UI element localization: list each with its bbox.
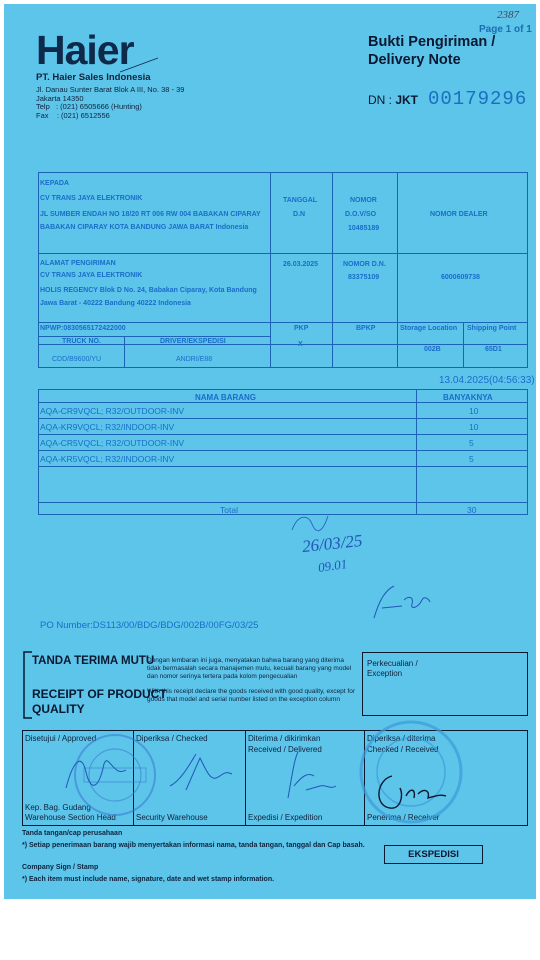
delivered-label-1: Diterima / dikirimkan [248,734,321,743]
receiver-signature [370,766,450,816]
received-label-2: Checked / Received [367,745,439,754]
dn-label [368,93,418,107]
dealer-value: 6000609738 [441,274,480,281]
total-value: 30 [467,505,477,515]
company-name: PT. Haier Sales Indonesia [36,72,151,83]
storage-location-value: 002B [424,346,441,353]
item-name: AQA-CR5VQCL; R32/OUTDOOR-INV [40,438,185,448]
page-indicator: Page 1 of 1 [479,24,532,35]
row-divider [38,322,528,323]
kepada-address-2: BABAKAN CIPARAY KOTA BANDUNG JAWA BARAT Indonesia [40,224,249,231]
signature-divider [245,730,246,826]
approved-role-1: Kep. Bag. Gudang [25,803,91,812]
alamat-address-2: Jawa Barat - 40222 Bandung 40222 Indonesia [40,300,191,307]
document-title-line2: Delivery Note [368,52,461,68]
approver-signature [60,748,132,798]
nomor-dealer-label: NOMOR DEALER [430,211,488,218]
receipt-title-en-1: RECEIPT OF PRODUCT [32,687,167,701]
kepada-name: CV TRANS JAYA ELEKTRONIK [40,195,143,202]
truck-no-label: TRUCK NO. [62,338,101,345]
item-name: AQA-CR9VQCL; R32/OUTDOOR-INV [40,406,185,416]
exception-label: Perkecualian / Exception [367,659,418,678]
received-label-1: Diperiksa / diterima [367,734,436,743]
approved-role-2: Warehouse Section Head [25,813,116,822]
alamat-name: CV TRANS JAYA ELEKTRONIK [40,272,143,279]
item-row-divider [38,466,528,467]
handwritten-scribble [288,510,332,538]
dn-prefix: DN : [368,93,396,107]
row-divider [38,344,528,345]
col-divider [270,172,271,368]
document-title [368,33,495,69]
storage-location-label: Storage Location [400,325,458,332]
delivered-role: Expedisi / Expedition [248,813,323,822]
approved-label: Disetujui / Approved [25,734,97,743]
bpkp-label: BPKP [356,325,376,332]
col-divider [463,322,464,368]
item-name: AQA-KR9VQCL; R32/INDOOR-INV [40,422,175,432]
item-qty: 10 [469,422,479,432]
po-number: PO Number:DS113/00/BDG/BDG/002B/00FG/03/25 [40,620,259,631]
expedition-signature [276,746,348,806]
handwritten-time: 09.01 [317,556,349,575]
receipt-desc-id: Dengan lembaran ini juga, menyatakan bahwa barang yang diterima tidak bermasalah secara manajemen mutu, kecuali barang yang model dan nomor serinya tertera pada kolom pengecualian [147,657,352,680]
item-qty: 5 [469,438,474,448]
footer-note-id: *) Setiap penerimaan barang wajib menyertakan informasi nama, tanda tangan, tanggal dan Cap basah. [22,842,365,849]
document-title-line1: Bukti Pengiriman / [368,34,496,50]
exception-box [362,652,528,716]
dovso-label: D.O.V/SO [345,211,377,218]
print-timestamp: 13.04.2025(04:56:33) [439,375,535,386]
haier-logo: Haier [36,27,134,73]
driver-value: ANDRI/E88 [176,356,213,363]
company-sign-en: Company Sign / Stamp [22,864,99,871]
checker-signature [166,750,238,800]
alamat-label: ALAMAT PENGIRIMAN [40,260,116,267]
item-row-divider [38,450,528,451]
alamat-address-1: HOLIS REGENCY Blok D No. 24, Babakan Ciparay, Kota Bandung [40,287,257,294]
copy-designation-box: EKSPEDISI [384,845,483,864]
col-nama-barang: NAMA BARANG [195,393,257,402]
checked-role: Security Warehouse [136,813,208,822]
col-banyaknya: BANYAKNYA [443,393,493,402]
nomor-dn-value: 83375109 [348,274,380,281]
dn-code: JKT [395,93,419,107]
item-qty: 10 [469,406,479,416]
corner-handwritten-number: 2387 [497,9,519,21]
items-col-divider [416,389,417,515]
footer-note-en: *) Each item must include name, signature, date and wet stamp information. [22,876,275,883]
received-role: Penerima / Receiver [367,813,440,822]
company-sign-id: Tanda tangan/cap perusahaan [22,830,123,837]
col-divider [124,336,125,368]
shipping-point-label: Shipping Point [467,325,517,332]
company-address: Jl. Danau Sunter Barat Blok A III, No. 38 - 39 Jakarta 14350 Telp : (021) 6505666 (Hunting) Fax : (021) 6512556 [36,85,185,120]
kepada-label: KEPADA [40,180,70,187]
handwritten-initial-signature [368,578,438,626]
nomor-dn-label: NOMOR D.N. [343,261,386,268]
items-header-divider [38,402,528,403]
receipt-title-en-2: QUALITY [32,702,85,716]
kepada-address-1: JL SUMBER ENDAH NO 18/20 RT 006 RW 004 BABAKAN CIPARAY [40,211,261,218]
receipt-desc-en: With this receipt declare the goods received with good quality, except for goods that model and serial number listed on the exception column [147,688,355,703]
pkp-label: PKP [294,325,309,332]
item-row-divider [38,434,528,435]
dn-sub-label: D.N [293,211,306,218]
tanggal-value: 26.03.2025 [283,261,319,268]
dovso-value: 10485189 [348,225,380,232]
row-divider [38,336,270,337]
npwp: NPWP:0830565172422000 [40,325,126,332]
tanggal-label: TANGGAL [283,197,318,204]
items-total-divider [38,502,528,503]
truck-no-value: CDD/B9600/YU [52,356,102,363]
receipt-title-id: TANDA TERIMA MUTU [32,655,155,667]
item-row-divider [38,418,528,419]
checked-label: Diperiksa / Checked [136,734,208,743]
total-label: Total [220,505,238,515]
item-qty: 5 [469,454,474,464]
row-divider [38,253,528,254]
driver-label: DRIVER/EKSPEDISI [160,338,226,345]
shipping-point-value: 65D1 [485,346,502,353]
delivered-label-2: Received / Delivered [248,745,322,754]
nomor-label: NOMOR [350,197,377,204]
col-divider [332,172,333,368]
dn-number: 00179296 [428,88,528,110]
col-divider [397,172,398,368]
handwritten-date: 26/03/25 [301,530,364,557]
item-name: AQA-KR5VQCL; R32/INDOOR-INV [40,454,175,464]
pkp-value: X [298,341,303,348]
